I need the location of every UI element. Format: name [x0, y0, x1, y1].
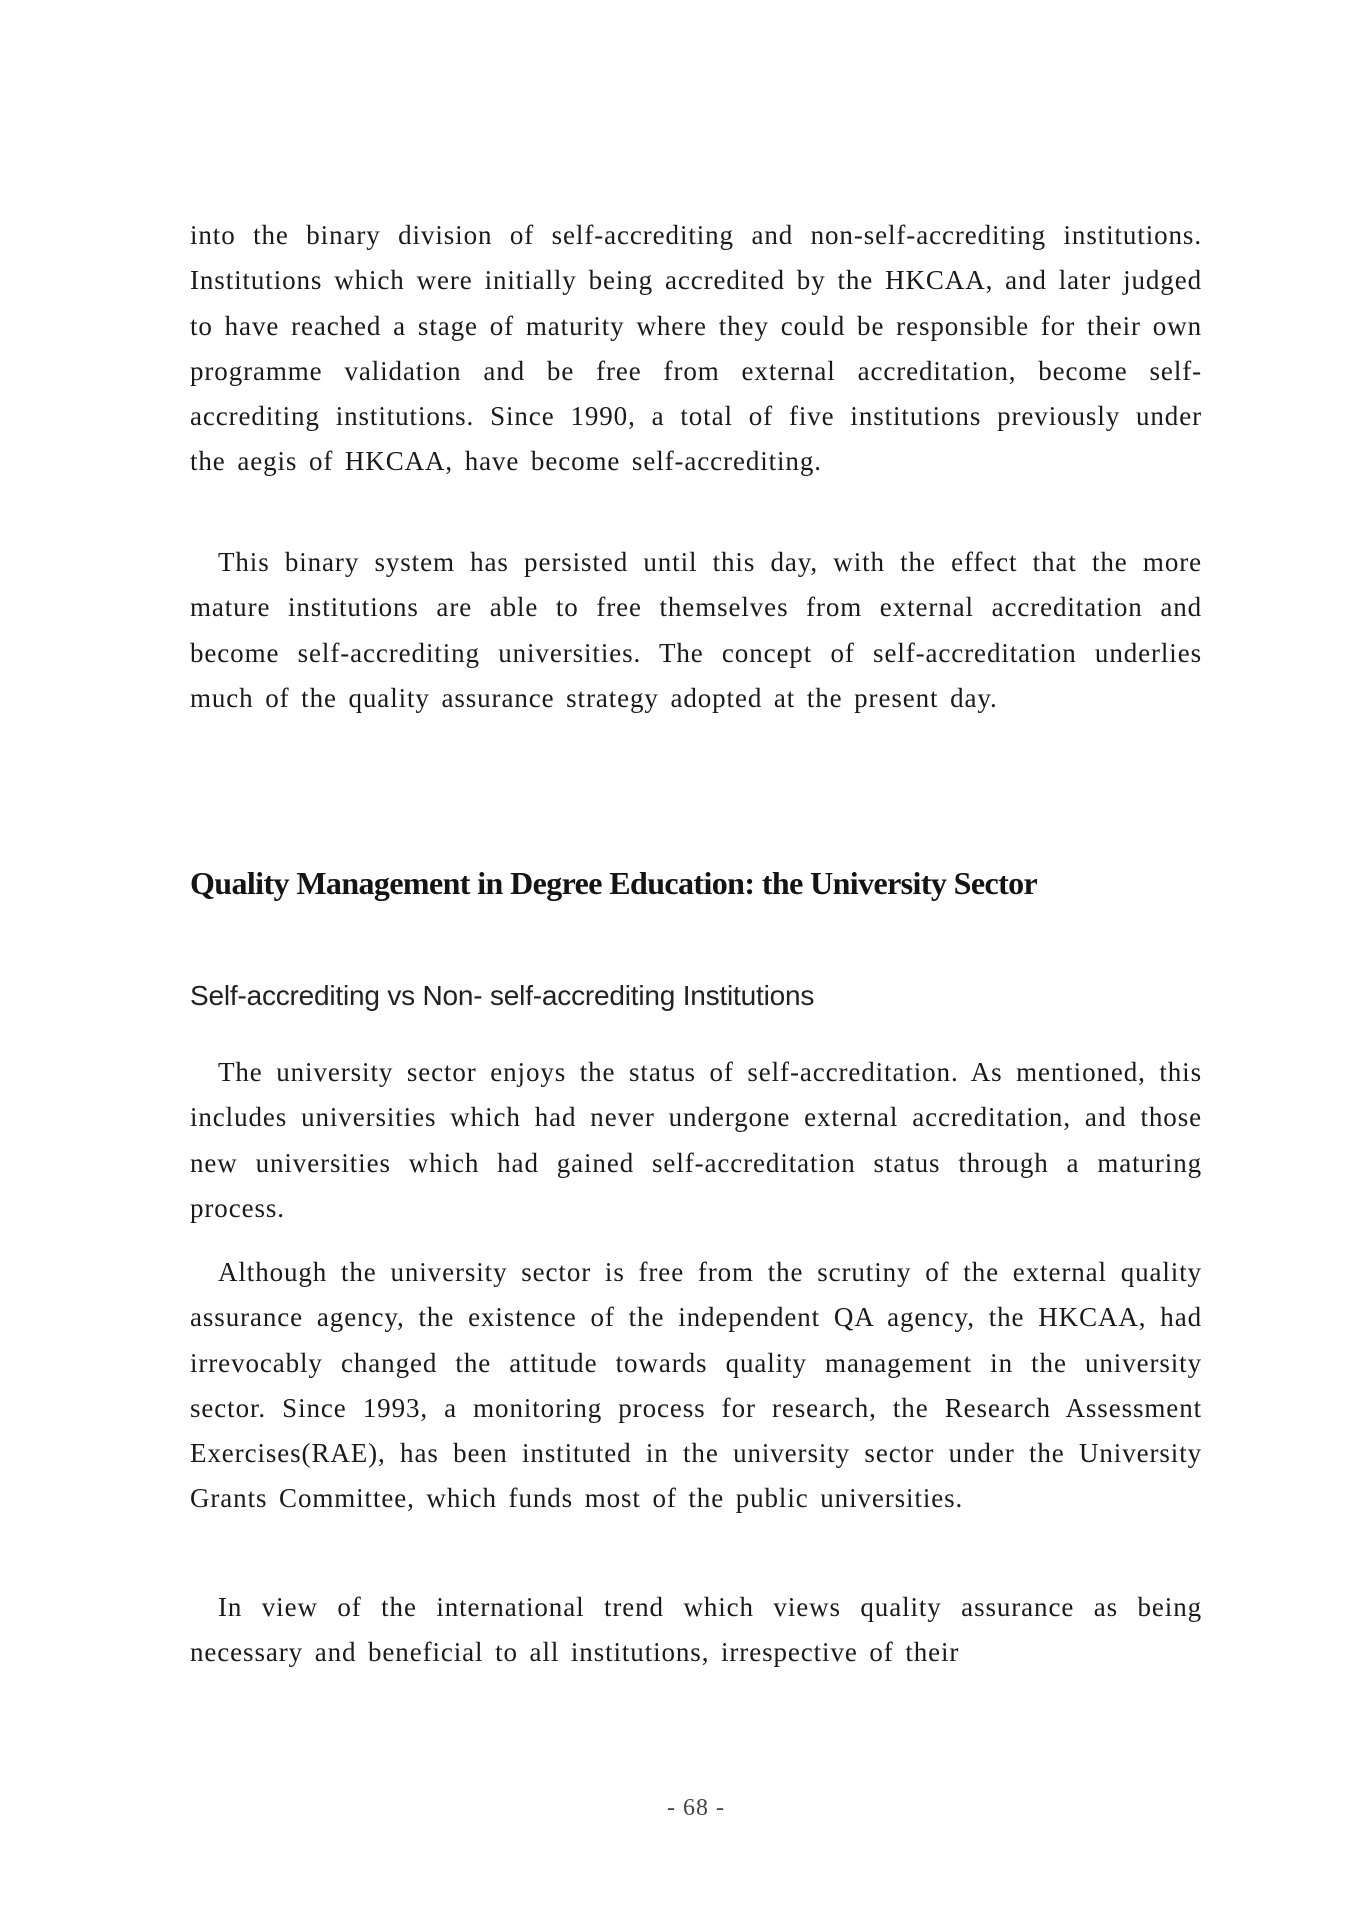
- subsection-heading: Self-accrediting vs Non- self-accrediting Institutions: [190, 980, 815, 1011]
- section-heading: Quality Management in Degree Education: the University Sector: [190, 865, 1038, 901]
- document-page: [190, 0, 1202, 1920]
- paragraph-university-sector: The university sector enjoys the status of self-accreditation. As mentioned, this includes universities which had never undergone external accreditation, and those new universities which had gained self-accreditation status through a maturing process.: [190, 1057, 1202, 1223]
- paragraph-binary-division: into the binary division of self-accrediting and non-self-accrediting institutions. Institutions which were initially being accredited by the HKCAA, and later judged to have reached a stage of maturity where they could be responsible for their own programme validation and be free from external accreditation, become self-accrediting institutions. Since 1990, a total of five institutions previously under the aegis of HKCAA, have become self-accrediting.: [190, 220, 1202, 477]
- page-number: - 68 -: [667, 1795, 725, 1821]
- paragraph-quality-agency: Although the university sector is free from the scrutiny of the external quality assurance agency, the existence of the independent QA agency, the HKCAA, had irrevocably changed the attitude towards quality management in the university sector. Since 1993, a monitoring process for research, the Research Assessment Exercises(RAE), has been instituted in the university sector under the University Grants Committee, which funds most of the public universities.: [190, 1257, 1202, 1514]
- paragraph-international-trend: In view of the international trend which views quality assurance as being necessary and beneficial to all institutions, irrespective of their: [190, 1592, 1202, 1668]
- paragraph-binary-system: This binary system has persisted until this day, with the effect that the more mature institutions are able to free themselves from external accreditation and become self-accrediting universities. The concept of self-accreditation underlies much of the quality assurance strategy adopted at the present day.: [190, 547, 1202, 713]
